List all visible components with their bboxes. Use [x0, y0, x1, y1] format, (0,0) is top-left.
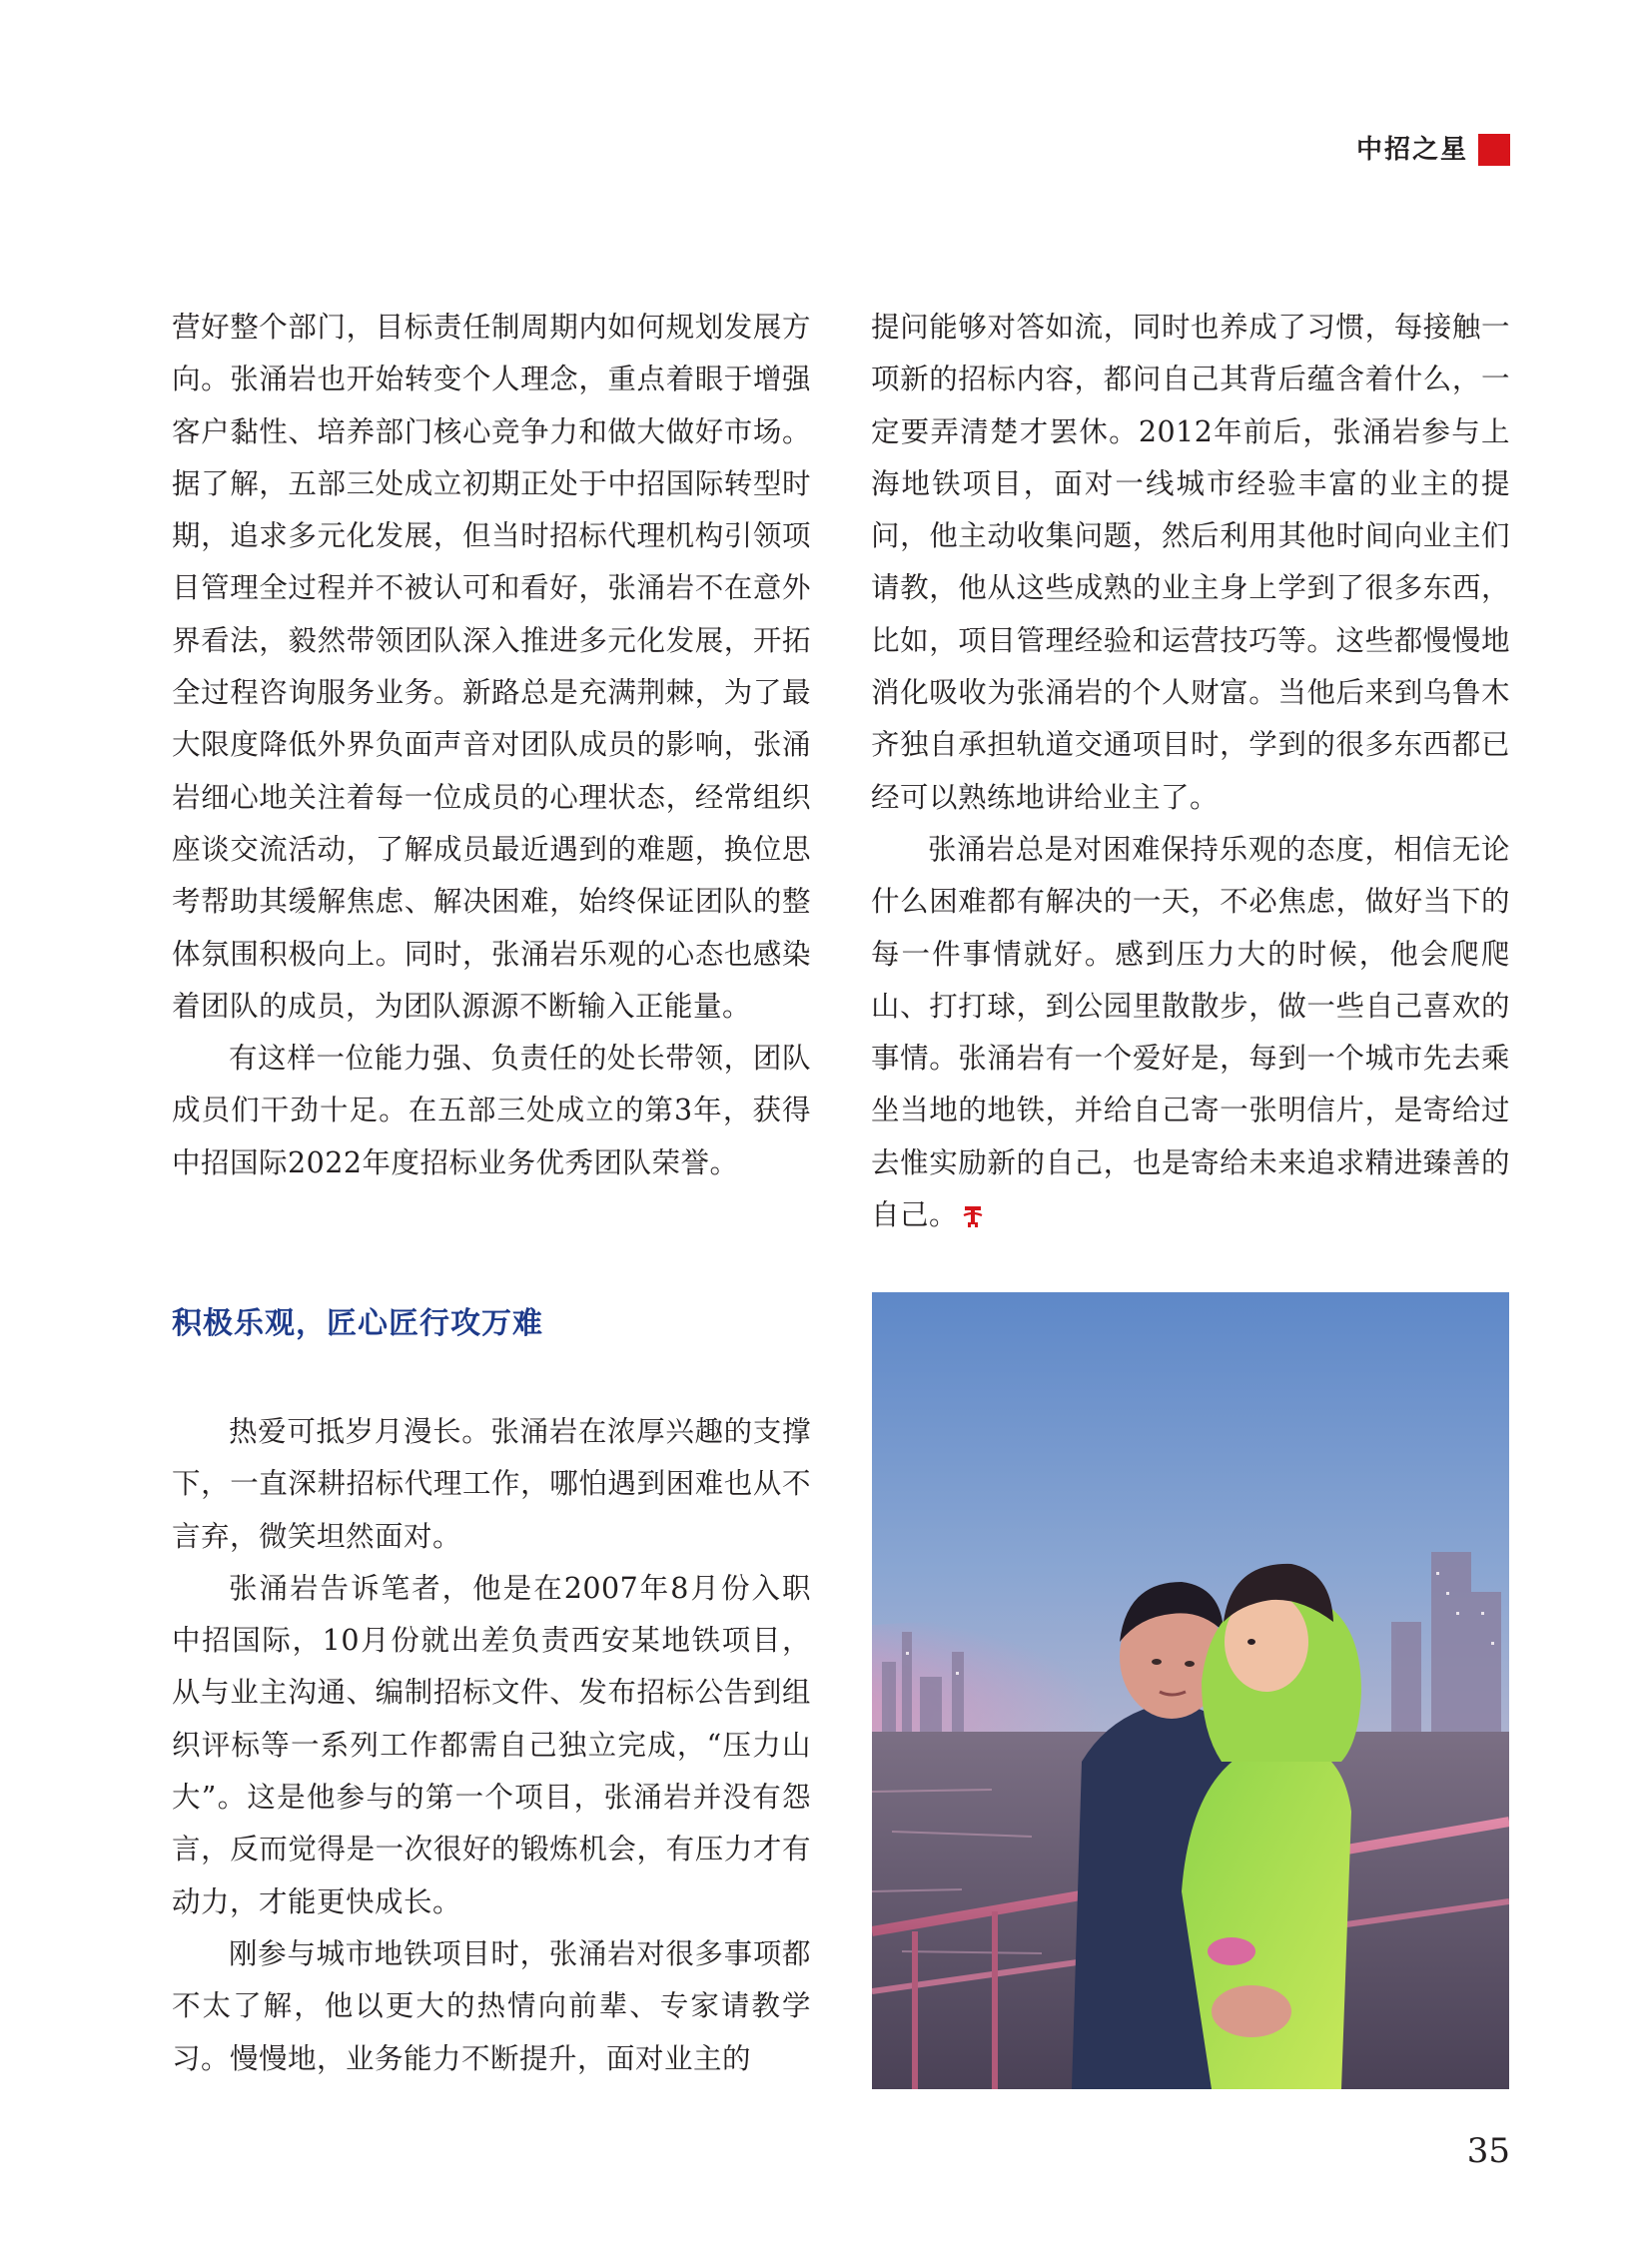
right-column — [871, 302, 1510, 1241]
left-column-bottom — [172, 1406, 811, 2085]
paragraph: 张涌岩告诉笔者，他是在2007年8月份入职中招国际，10月份就出差负责西安某地铁项目，从与业主沟通、编制招标文件、发布招标公告到组织评标等一系列工作都需自己独立完成，“压力山大”。这是他参与的第一个项目，张涌岩并没有怨言，反而觉得是一次很好的锻炼机会，有压力才有动力，才能更快成长。 — [172, 1571, 811, 1918]
paragraph: 营好整个部门，目标责任制周期内如何规划发展方向。张涌岩也开始转变个人理念，重点着眼于增强客户黏性、培养部门核心竞争力和做大做好市场。据了解，五部三处成立初期正处于中招国际转型时期，追求多元化发展，但当时招标代理机构引领项目管理全过程并不被认可和看好，张涌岩不在意外界看法，毅然带领团队深入推进多元化发展，开拓全过程咨询服务业务。新路总是充满荆棘，为了最大限度降低外界负面声音对团队成员的影响，张涌岩细心地关注着每一位成员的心理状态，经常组织座谈交流活动，了解成员最近遇到的难题，换位思考帮助其缓解焦虑、解决困难，始终保证团队的整体氛围积极向上。同时，张涌岩乐观的心态也感染着团队的成员，为团队源源不断输入正能量。 — [172, 311, 811, 1023]
section-label: 中招之星 — [1355, 135, 1468, 165]
paragraph-text: 张涌岩总是对困难保持乐观的态度，相信无论什么困难都有解决的一天，不必焦虑，做好当下的每一件事情就好。感到压力大的时候，他会爬爬山、打打球，到公园里散散步，做一些自己喜欢的事情。张涌岩有一个爱好是，每到一个城市先去乘坐当地的地铁，并给自己寄一张明信片，是寄给过去惟实励新的自己，也是寄给未来追求精进臻善的自己。 — [871, 832, 1510, 1232]
paragraph: 有这样一位能力强、负责任的处长带领，团队成员们干劲十足。在五部三处成立的第3年，获得中招国际2022年度招标业务优秀团队荣誉。 — [172, 1042, 811, 1179]
paragraph: 刚参与城市地铁项目时，张涌岩对很多事项都不太了解，他以更大的热情向前辈、专家请教学习。慢慢地，业务能力不断提升，面对业主的 — [172, 1936, 811, 2075]
section-heading: 积极乐观，匠心匠行攻万难 — [172, 1306, 543, 1341]
article-end-logo-icon — [962, 1202, 984, 1228]
paragraph: 热爱可抵岁月漫长。张涌岩在浓厚兴趣的支撑下，一直深耕招标代理工作，哪怕遇到困难也从不言弃，微笑坦然面对。 — [172, 1415, 811, 1553]
father-and-child-night-photo — [872, 1292, 1509, 2089]
page-number: 35 — [1466, 2131, 1510, 2171]
section-accent-square — [1478, 134, 1510, 166]
left-column-top — [172, 302, 811, 1189]
paragraph-with-end-mark — [871, 824, 1510, 1241]
paragraph: 提问能够对答如流，同时也养成了习惯，每接触一项新的招标内容，都问自己其背后蕴含着什么，一定要弄清楚才罢休。2012年前后，张涌岩参与上海地铁项目，面对一线城市经验丰富的业主的提问，他主动收集问题，然后利用其他时间向业主们请教，他从这些成熟的业主身上学到了很多东西，比如，项目管理经验和运营技巧等。这些都慢慢地消化吸收为张涌岩的个人财富。当他后来到乌鲁木齐独自承担轨道交通项目时，学到的很多东西都已经可以熟练地讲给业主了。 — [871, 311, 1510, 814]
